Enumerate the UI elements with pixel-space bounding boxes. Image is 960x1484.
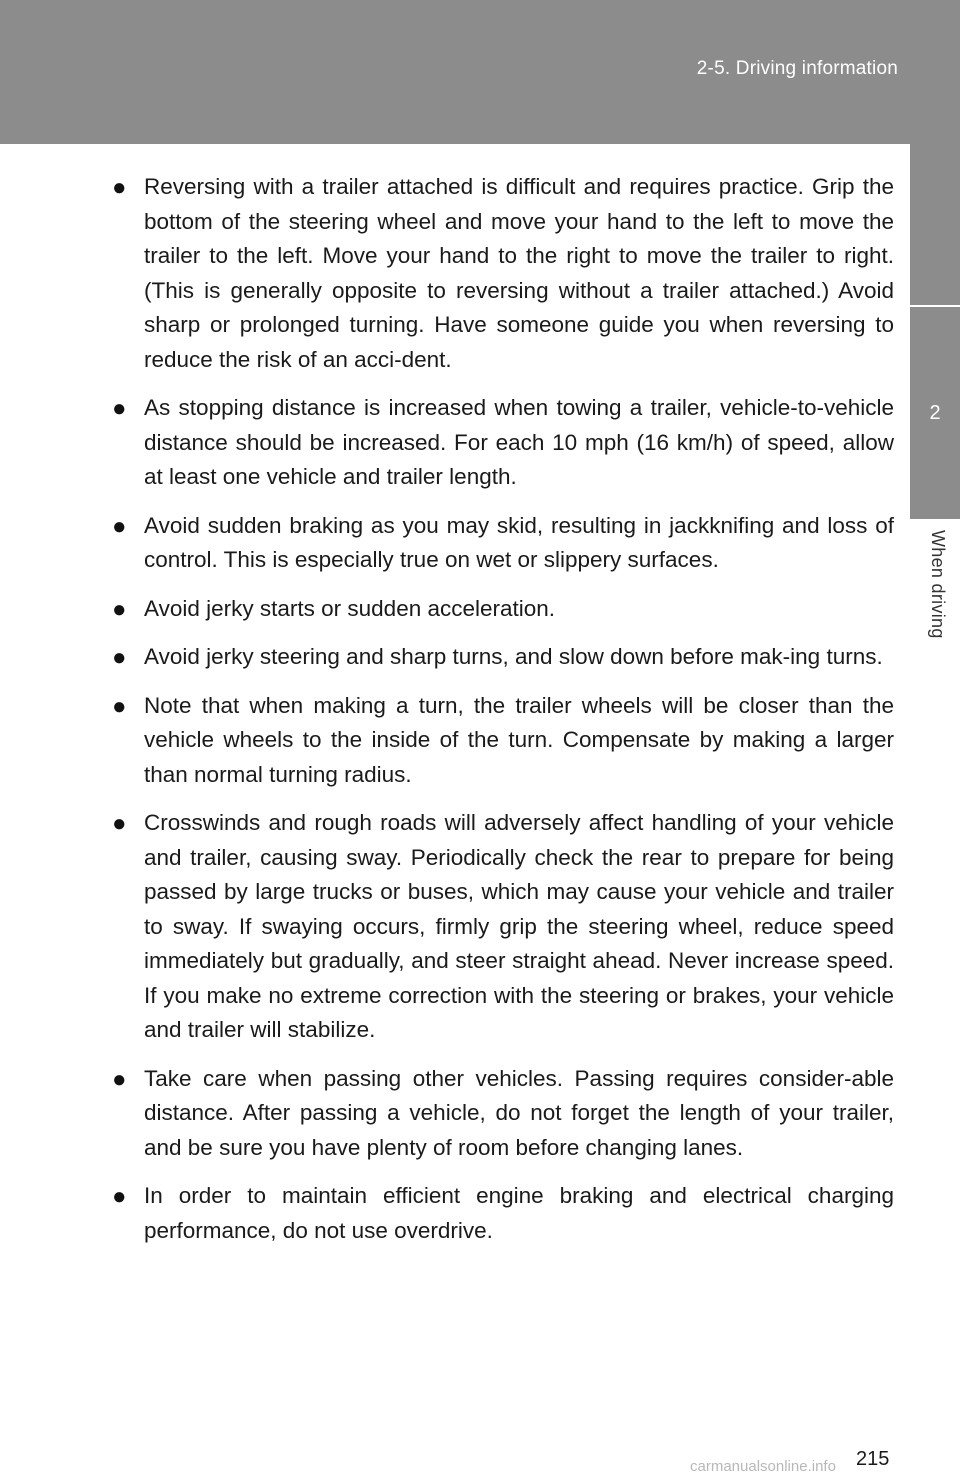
list-item (112, 806, 894, 1048)
item-text: As stopping distance is increased when towing a trailer, vehicle-to-vehicle distance should be increased. For each 10 mph (16 km/h) of speed, allow at least one vehicle and trailer length. (144, 395, 894, 489)
list-item (112, 640, 894, 675)
bullet-icon: ● (112, 174, 127, 201)
item-text: In order to maintain efficient engine braking and electrical charging performance, do not use overdrive. (144, 1183, 894, 1243)
item-text: Avoid jerky starts or sudden acceleration. (144, 595, 556, 621)
item-text: Crosswinds and rough roads will adversely affect handling of your vehicle and trailer, causing sway. Periodically check the rear to prepare for being passed by large trucks or buses, which may cause your vehicle and trailer to sway. If swaying occurs, firmly grip the steering wheel, reduce speed immediately but gradually, and steer straight ahead. Never increase speed. If you make no extreme correction with the steering or brakes, your vehicle and trailer will stabilize. (144, 810, 894, 1042)
item-text: Avoid sudden braking as you may skid, resulting in jackknifing and loss of control. This is especially true on wet or slippery surfaces. (144, 512, 894, 572)
bullet-icon: ● (112, 692, 127, 720)
bullet-icon: ● (112, 1065, 127, 1093)
list-item (112, 592, 894, 627)
chapter-number: 2 (929, 401, 941, 424)
bullet-list (112, 170, 894, 1262)
bullet-icon: ● (112, 644, 127, 671)
list-item (112, 509, 894, 578)
item-text: Note that when making a turn, the trailer wheels will be closer than the vehicle wheels to the inside of the turn. Compensate by making a larger than normal turning radius. (144, 692, 894, 787)
side-tab-upper (910, 144, 960, 307)
page-number: 215 (856, 1448, 890, 1470)
watermark: carmanualsonline.info (690, 1458, 836, 1475)
chapter-title: When driving (928, 530, 948, 639)
item-text: Avoid jerky steering and sharp turns, and slow down before mak-ing turns. (144, 644, 883, 669)
list-item (112, 170, 894, 377)
list-item (112, 1179, 894, 1248)
section-title: 2-5. Driving information (696, 58, 898, 79)
list-item (112, 1062, 894, 1166)
page-header (0, 0, 960, 144)
bullet-icon: ● (112, 1183, 127, 1210)
item-text: Reversing with a trailer attached is difficult and requires practice. Grip the bottom of the steering wheel and move your hand to the left to move the trailer to the left. Move your hand to the right to move the trailer to right. (This is generally opposite to reversing without a trailer attached.) Avoid sharp or prolonged turning. Have someone guide you when reversing to reduce the risk of an acci-dent. (144, 174, 894, 372)
bullet-icon: ● (112, 512, 127, 540)
chapter-tab (910, 307, 960, 519)
bullet-icon: ● (112, 810, 127, 837)
bullet-icon: ● (112, 595, 127, 623)
bullet-icon: ● (112, 395, 127, 422)
list-item (112, 689, 894, 793)
item-text: Take care when passing other vehicles. Passing requires consider-able distance. After passing a vehicle, do not forget the length of your trailer, and be sure you have plenty of room before changing lanes. (144, 1065, 894, 1160)
list-item (112, 391, 894, 495)
